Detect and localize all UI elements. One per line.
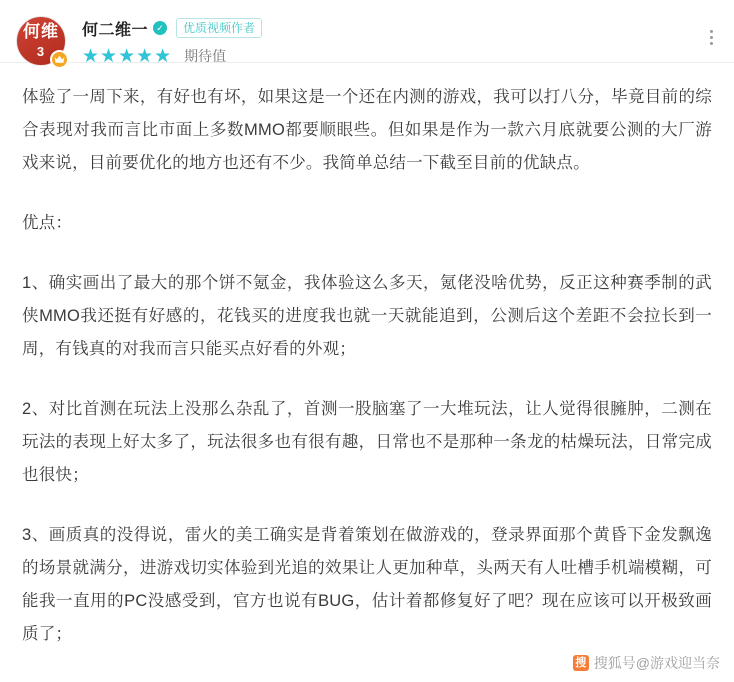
author-info: [82, 14, 718, 66]
avatar-text-bottom: 3: [36, 43, 46, 59]
star-rating[interactable]: ★★★★★: [82, 45, 173, 67]
check-icon: ✓: [153, 21, 167, 35]
more-dot: [710, 30, 713, 33]
watermark-text: 搜狐号@游戏迎当奈: [593, 655, 720, 671]
content-paragraph: 1、确实画出了最大的那个饼不氪金，我体验这么多天，氪佬没啥优势，反正这种赛季制的武侠MMO我还挺有好感的，花钱买的进度我也就一天就能追到，公测后这个差距不会拉长到一周，有钱真的对我而言只能买点好看的外观；: [22, 274, 712, 358]
sohu-logo-icon: 搜: [573, 655, 589, 671]
more-vertical-icon[interactable]: [702, 26, 720, 48]
avatar[interactable]: [16, 16, 68, 68]
more-dot: [710, 42, 713, 45]
avatar-text-top: 何维: [23, 21, 59, 41]
author-name[interactable]: 何二维一: [82, 21, 149, 39]
author-name-row: [82, 16, 718, 40]
more-dot: [710, 36, 713, 39]
content-paragraph: 3、画质真的没得说，雷火的美工确实是背着策划在做游戏的，登录界面那个黄昏下金发飘逸的场景就满分，进游戏切实体验到光追的效果让人更加种草，头两天有人吐槽手机端模糊，可能我一直用的PC没感受到，官方也说有BUG，估计着都修复好了吧？现在应该可以开极致画质了；: [22, 526, 712, 643]
crown-icon: [50, 50, 69, 69]
content-paragraph: 2、对比首测在玩法上没那么杂乱了，首测一股脑塞了一大堆玩法，让人觉得很臃肿，二测在玩法的表现上好太多了，玩法很多也有很有趣，日常也不是那种一条龙的枯燥玩法，日常完成也很快；: [22, 400, 712, 484]
rating-row: [82, 46, 718, 66]
author-badge-tag: 优质视频作者: [176, 18, 262, 38]
rating-label: 期待值: [184, 48, 227, 64]
post-header: [0, 0, 734, 67]
content-paragraph: 优点：: [22, 214, 73, 232]
post-content: [0, 63, 734, 651]
content-paragraph: 体验了一周下来，有好也有坏，如果这是一个还在内测的游戏，我可以打八分，毕竟目前的综合表现对我而言比市面上多数MMO都要顺眼些。但如果是作为一款六月底就要公测的大厂游戏来说，目前要优化的地方也还有不少。我简单总结一下截至目前的优缺点。: [22, 88, 712, 172]
watermark: [573, 653, 720, 673]
